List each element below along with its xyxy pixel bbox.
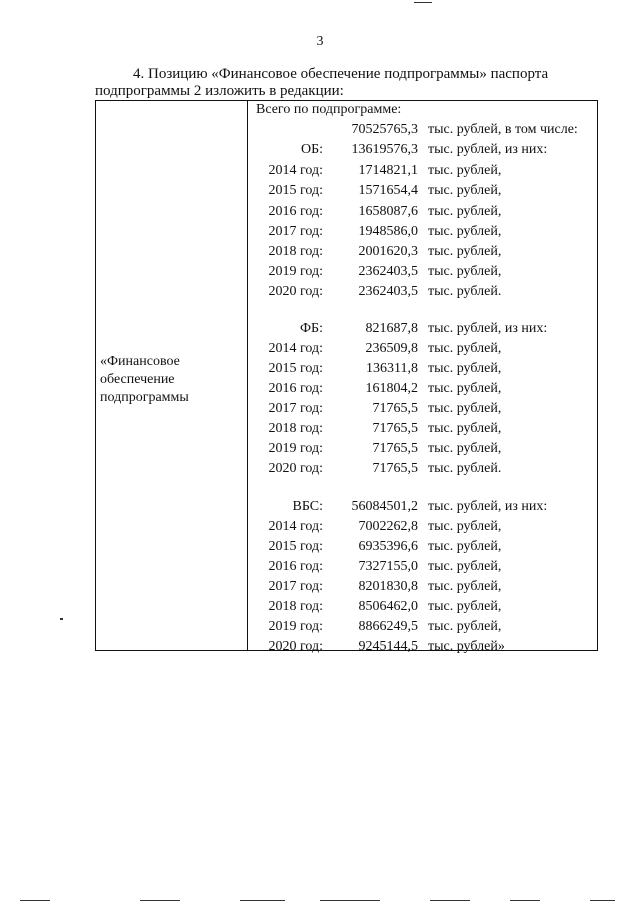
scan-mark-bottom: [20, 900, 50, 901]
financing-table: [95, 100, 598, 654]
year-unit: тыс. рублей,: [428, 559, 502, 574]
year-row: [248, 224, 598, 244]
year-label: 2020 год:: [268, 461, 323, 476]
year-value: 2362403,5: [358, 284, 418, 299]
year-label: 2019 год:: [268, 264, 323, 279]
year-value: 9245144,5: [358, 639, 418, 654]
scan-mark-left: [60, 618, 63, 620]
total-row: [248, 122, 598, 142]
year-unit: тыс. рублей,: [428, 264, 502, 279]
year-value: 7327155,0: [358, 559, 418, 574]
year-value: 161804,2: [365, 381, 418, 396]
year-value: 8506462,0: [358, 599, 418, 614]
year-row: [248, 639, 598, 659]
year-label: 2014 год:: [268, 163, 323, 178]
year-value: 71765,5: [372, 421, 418, 436]
year-value: 1714821,1: [358, 163, 418, 178]
group-label: ВБС:: [292, 499, 323, 514]
year-row: [248, 559, 598, 579]
group-unit: тыс. рублей, из них:: [428, 499, 548, 514]
year-row: [248, 264, 598, 284]
group-value: 13619576,3: [351, 142, 418, 157]
year-row: [248, 341, 598, 361]
total-unit: тыс. рублей, в том числе:: [428, 122, 578, 137]
year-label: 2020 год:: [268, 639, 323, 654]
group-row: [248, 142, 598, 162]
year-label: 2015 год:: [268, 361, 323, 376]
year-label: 2016 год:: [268, 204, 323, 219]
year-label: 2017 год:: [268, 401, 323, 416]
year-row: [248, 163, 598, 183]
group-label: ОБ:: [300, 142, 323, 157]
scan-mark-bottom: [240, 900, 285, 901]
scan-mark-bottom: [430, 900, 470, 901]
year-value: 6935396,6: [358, 539, 418, 554]
year-value: 1571654,4: [358, 183, 418, 198]
year-unit: тыс. рублей,: [428, 244, 502, 259]
year-unit: тыс. рублей,: [428, 341, 502, 356]
scan-mark-bottom: [510, 900, 540, 901]
year-unit: тыс. рублей»: [428, 639, 505, 654]
year-value: 71765,5: [372, 441, 418, 456]
intro-paragraph: [95, 66, 603, 100]
year-value: 8201830,8: [358, 579, 418, 594]
year-row: [248, 204, 598, 224]
scan-mark-bottom: [320, 900, 380, 901]
year-row: [248, 539, 598, 559]
group-unit: тыс. рублей, из них:: [428, 142, 548, 157]
position-name-line: обеспечение: [100, 372, 175, 387]
year-label: 2015 год:: [268, 183, 323, 198]
year-value: 8866249,5: [358, 619, 418, 634]
year-unit: тыс. рублей,: [428, 599, 502, 614]
year-unit: тыс. рублей,: [428, 381, 502, 396]
year-row: [248, 421, 598, 441]
year-label: 2014 год:: [268, 519, 323, 534]
year-row: [248, 461, 598, 481]
scan-mark-bottom: [140, 900, 180, 901]
year-value: 1658087,6: [358, 204, 418, 219]
year-row: [248, 441, 598, 461]
year-unit: тыс. рублей,: [428, 539, 502, 554]
year-unit: тыс. рублей,: [428, 421, 502, 436]
year-label: 2018 год:: [268, 599, 323, 614]
year-unit: тыс. рублей,: [428, 579, 502, 594]
year-value: 236509,8: [365, 341, 418, 356]
year-unit: тыс. рублей,: [428, 619, 502, 634]
intro-line-2: подпрограммы 2 изложить в редакции:: [95, 83, 344, 99]
year-value: 71765,5: [372, 461, 418, 476]
group-row: [248, 321, 598, 341]
position-name-cell: [100, 353, 189, 407]
year-label: 2020 год:: [268, 284, 323, 299]
year-row: [248, 183, 598, 203]
year-unit: тыс. рублей,: [428, 401, 502, 416]
year-row: [248, 619, 598, 639]
year-unit: тыс. рублей,: [428, 183, 502, 198]
year-label: 2014 год:: [268, 341, 323, 356]
year-row: [248, 381, 598, 401]
year-label: 2019 год:: [268, 441, 323, 456]
group-unit: тыс. рублей, из них:: [428, 321, 548, 336]
year-unit: тыс. рублей.: [428, 461, 502, 476]
position-name-line: «Финансовое: [100, 354, 180, 369]
position-name-line: подпрограммы: [100, 390, 189, 405]
total-heading: Всего по подпрограмме:: [256, 102, 402, 117]
group-label: ФБ:: [300, 321, 323, 336]
group-row: [248, 499, 598, 519]
year-value: 1948586,0: [358, 224, 418, 239]
group-value: 56084501,2: [351, 499, 418, 514]
year-label: 2018 год:: [268, 244, 323, 259]
year-row: [248, 244, 598, 264]
group-value: 821687,8: [365, 321, 418, 336]
year-label: 2016 год:: [268, 559, 323, 574]
year-unit: тыс. рублей,: [428, 519, 502, 534]
year-unit: тыс. рублей,: [428, 441, 502, 456]
scan-mark-top: [414, 2, 432, 3]
year-label: 2015 год:: [268, 539, 323, 554]
year-label: 2017 год:: [268, 579, 323, 594]
year-row: [248, 361, 598, 381]
year-row: [248, 519, 598, 539]
year-unit: тыс. рублей,: [428, 224, 502, 239]
year-row: [248, 284, 598, 304]
year-value: 2001620,3: [358, 244, 418, 259]
year-value: 7002262,8: [358, 519, 418, 534]
year-row: [248, 579, 598, 599]
total-value: 70525765,3: [351, 122, 418, 137]
year-value: 136311,8: [366, 361, 418, 376]
year-row: [248, 599, 598, 619]
year-value: 71765,5: [372, 401, 418, 416]
page-number: 3: [316, 34, 324, 49]
scan-mark-bottom: [590, 900, 615, 901]
year-unit: тыс. рублей,: [428, 361, 502, 376]
year-row: [248, 401, 598, 421]
year-label: 2017 год:: [268, 224, 323, 239]
year-unit: тыс. рублей,: [428, 204, 502, 219]
year-label: 2018 год:: [268, 421, 323, 436]
year-label: 2019 год:: [268, 619, 323, 634]
intro-line-1: 4. Позицию «Финансовое обеспечение подпрограммы» паспорта: [133, 66, 549, 82]
year-value: 2362403,5: [358, 264, 418, 279]
year-unit: тыс. рублей,: [428, 163, 502, 178]
year-label: 2016 год:: [268, 381, 323, 396]
year-unit: тыс. рублей.: [428, 284, 502, 299]
